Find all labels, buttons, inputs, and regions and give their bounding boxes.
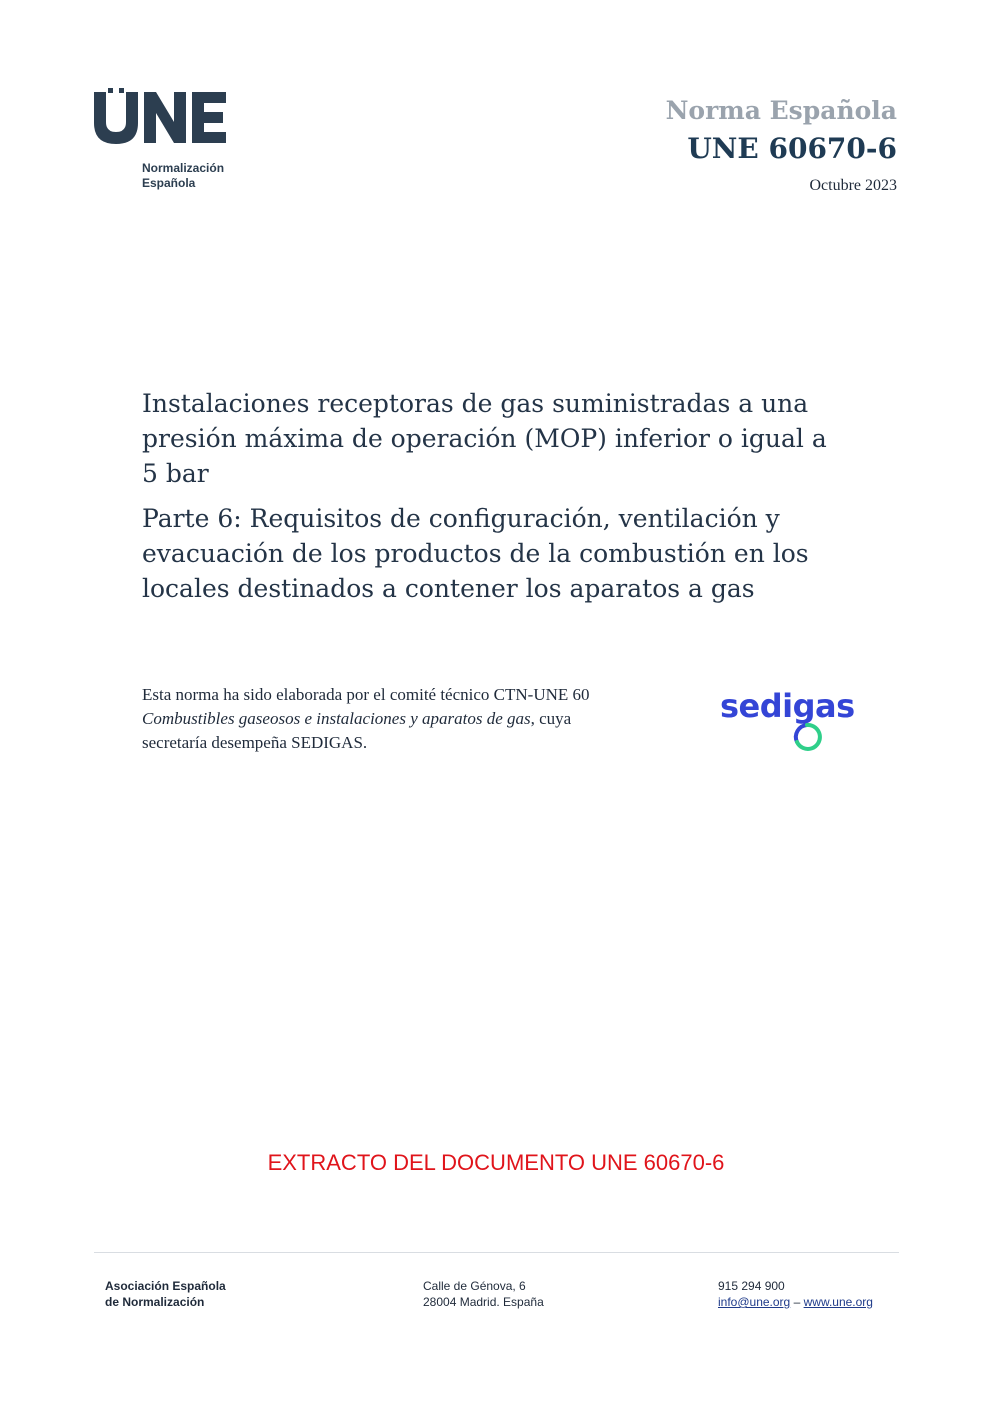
footer-link-separator: – — [793, 1295, 801, 1309]
footer-email-link[interactable]: info@une.org — [718, 1295, 791, 1309]
footer-address-line1: Calle de Génova, 6 — [423, 1279, 526, 1293]
une-logo — [92, 88, 242, 198]
document-part-title: Parte 6: Requisitos de configuración, ventilación y evacuación de los productos de la combustión en los locales destinados a contener los aparatos a gas — [142, 504, 809, 603]
footer-divider — [94, 1252, 899, 1253]
footer-contact — [718, 1278, 873, 1310]
committee-text-end: , cuya secretaría desempeña SEDIGAS. — [142, 709, 572, 752]
sedigas-ring-icon — [792, 722, 822, 752]
document-kind: Norma Española — [665, 96, 897, 125]
committee-statement — [142, 683, 622, 755]
document-title: Instalaciones receptoras de gas suministradas a una presión máxima de operación (MOP) inferior o igual a 5 bar — [142, 389, 827, 488]
une-logo-subtitle-line2: Española — [142, 176, 196, 190]
footer-links — [718, 1294, 873, 1310]
footer-website-link[interactable]: www.une.org — [803, 1295, 873, 1309]
footer-org-line1: Asociación Española — [105, 1279, 226, 1293]
footer-phone: 915 294 900 — [718, 1279, 785, 1293]
committee-text-start: Esta norma ha sido elaborada por el comité técnico CTN-UNE 60 — [142, 685, 590, 704]
document-date: Octubre 2023 — [809, 177, 897, 194]
document-title-block — [142, 386, 842, 606]
document-code: UNE 60670-6 — [687, 132, 897, 165]
extract-notice: EXTRACTO DEL DOCUMENTO UNE 60670-6 — [267, 1150, 725, 1175]
footer-organization — [105, 1278, 226, 1310]
une-logo-subtitle — [142, 161, 224, 191]
une-logo-subtitle-line1: Normalización — [142, 161, 225, 175]
footer-address-line2: 28004 Madrid. España — [423, 1295, 544, 1309]
footer-org-line2: de Normalización — [105, 1295, 205, 1309]
committee-name: Combustibles gaseosos e instalaciones y aparatos de gas — [142, 709, 531, 728]
footer-address — [423, 1278, 544, 1310]
une-logo-mark — [92, 88, 232, 148]
sedigas-logo-text: sedigas — [720, 687, 855, 725]
sedigas-logo — [720, 688, 870, 758]
